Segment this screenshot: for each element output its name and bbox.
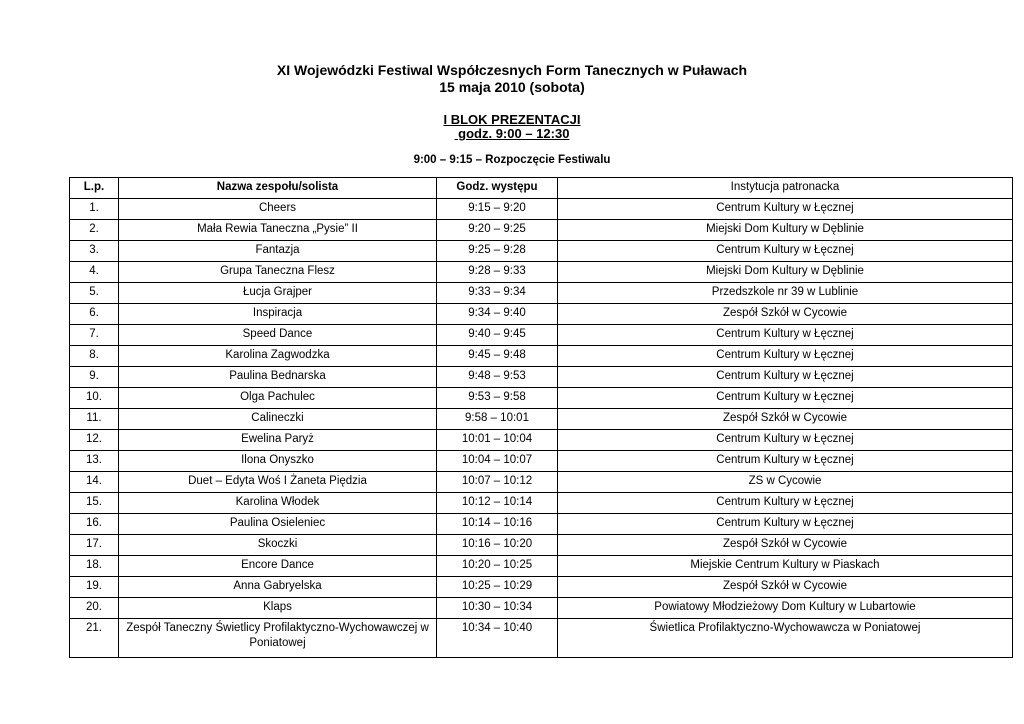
cell-institution: Zespół Szkół w Cycowie — [558, 409, 1013, 430]
cell-time: 10:20 – 10:25 — [437, 556, 558, 577]
cell-lp: 7. — [70, 325, 119, 346]
col-header-time: Godz. występu — [437, 178, 558, 199]
table-row — [70, 304, 1013, 325]
cell-institution: Centrum Kultury w Łęcznej — [558, 430, 1013, 451]
cell-lp: 16. — [70, 514, 119, 535]
table-row — [70, 535, 1013, 556]
cell-time: 10:12 – 10:14 — [437, 493, 558, 514]
cell-lp: 1. — [70, 199, 119, 220]
cell-name: Speed Dance — [119, 325, 437, 346]
cell-time: 9:45 – 9:48 — [437, 346, 558, 367]
table-row — [70, 409, 1013, 430]
cell-lp: 9. — [70, 367, 119, 388]
cell-name: Ewelina Paryż — [119, 430, 437, 451]
table-row — [70, 283, 1013, 304]
cell-lp: 3. — [70, 241, 119, 262]
table-row — [70, 262, 1013, 283]
cell-lp: 17. — [70, 535, 119, 556]
cell-time: 10:25 – 10:29 — [437, 577, 558, 598]
cell-name: Cheers — [119, 199, 437, 220]
cell-lp: 20. — [70, 598, 119, 619]
table-row — [70, 472, 1013, 493]
cell-time: 9:40 – 9:45 — [437, 325, 558, 346]
cell-name: Inspiracja — [119, 304, 437, 325]
cell-name: Klaps — [119, 598, 437, 619]
col-header-name: Nazwa zespołu/solista — [119, 178, 437, 199]
cell-name: Calineczki — [119, 409, 437, 430]
cell-institution: Zespół Szkół w Cycowie — [558, 535, 1013, 556]
cell-name: Zespół Taneczny Świetlicy Profilaktyczno-Wychowawczej w Poniatowej — [119, 619, 437, 658]
cell-name: Łucja Grajper — [119, 283, 437, 304]
cell-name: Karolina Włodek — [119, 493, 437, 514]
cell-lp: 21. — [70, 619, 119, 658]
cell-institution: Centrum Kultury w Łęcznej — [558, 451, 1013, 472]
festival-title: XI Wojewódzki Festiwal Współczesnych Form Tanecznych w Puławach — [276, 62, 748, 78]
festival-date: 15 maja 2010 (sobota) — [439, 79, 585, 95]
table-row — [70, 199, 1013, 220]
table-row — [70, 619, 1013, 658]
table-row — [70, 430, 1013, 451]
cell-lp: 2. — [70, 220, 119, 241]
cell-name: Encore Dance — [119, 556, 437, 577]
table-row — [70, 388, 1013, 409]
cell-lp: 4. — [70, 262, 119, 283]
cell-time: 9:58 – 10:01 — [437, 409, 558, 430]
cell-institution: Powiatowy Młodzieżowy Dom Kultury w Lubartowie — [558, 598, 1013, 619]
block-time: godz. 9:00 – 12:30 — [454, 126, 570, 141]
cell-institution: Miejskie Centrum Kultury w Piaskach — [558, 556, 1013, 577]
cell-institution: Centrum Kultury w Łęcznej — [558, 514, 1013, 535]
table-row — [70, 367, 1013, 388]
cell-time: 9:48 – 9:53 — [437, 367, 558, 388]
cell-name: Ilona Onyszko — [119, 451, 437, 472]
cell-lp: 10. — [70, 388, 119, 409]
table-row — [70, 493, 1013, 514]
cell-institution: Centrum Kultury w Łęcznej — [558, 388, 1013, 409]
cell-time: 10:16 – 10:20 — [437, 535, 558, 556]
cell-lp: 12. — [70, 430, 119, 451]
cell-time: 10:04 – 10:07 — [437, 451, 558, 472]
table-row — [70, 325, 1013, 346]
cell-institution: Centrum Kultury w Łęcznej — [558, 325, 1013, 346]
cell-time: 10:07 – 10:12 — [437, 472, 558, 493]
cell-time: 9:53 – 9:58 — [437, 388, 558, 409]
cell-institution: Miejski Dom Kultury w Dęblinie — [558, 220, 1013, 241]
cell-time: 10:30 – 10:34 — [437, 598, 558, 619]
cell-institution: Centrum Kultury w Łęcznej — [558, 199, 1013, 220]
cell-lp: 18. — [70, 556, 119, 577]
cell-lp: 11. — [70, 409, 119, 430]
cell-lp: 13. — [70, 451, 119, 472]
cell-lp: 6. — [70, 304, 119, 325]
cell-lp: 5. — [70, 283, 119, 304]
table-row — [70, 577, 1013, 598]
cell-institution: Świetlica Profilaktyczno-Wychowawcza w Poniatowej — [558, 619, 1013, 658]
cell-institution: Przedszkole nr 39 w Lublinie — [558, 283, 1013, 304]
cell-institution: Miejski Dom Kultury w Dęblinie — [558, 262, 1013, 283]
cell-name: Grupa Taneczna Flesz — [119, 262, 437, 283]
cell-institution: ZS w Cycowie — [558, 472, 1013, 493]
cell-time: 9:28 – 9:33 — [437, 262, 558, 283]
cell-name: Karolina Zagwodzka — [119, 346, 437, 367]
table-row — [70, 220, 1013, 241]
table-header-row — [70, 178, 1013, 199]
table-row — [70, 556, 1013, 577]
table-row — [70, 598, 1013, 619]
cell-lp: 19. — [70, 577, 119, 598]
cell-lp: 15. — [70, 493, 119, 514]
cell-name: Mała Rewia Taneczna „Pysie” II — [119, 220, 437, 241]
cell-time: 9:33 – 9:34 — [437, 283, 558, 304]
cell-name: Anna Gabryelska — [119, 577, 437, 598]
cell-time: 9:34 – 9:40 — [437, 304, 558, 325]
cell-institution: Centrum Kultury w Łęcznej — [558, 367, 1013, 388]
cell-time: 10:01 – 10:04 — [437, 430, 558, 451]
cell-time: 10:34 – 10:40 — [437, 619, 558, 658]
table-row — [70, 346, 1013, 367]
block-title: I BLOK PREZENTACJI — [443, 112, 581, 127]
schedule-table — [69, 177, 1013, 658]
cell-name: Fantazja — [119, 241, 437, 262]
cell-name: Paulina Bednarska — [119, 367, 437, 388]
cell-time: 9:25 – 9:28 — [437, 241, 558, 262]
cell-name: Olga Pachulec — [119, 388, 437, 409]
table-row — [70, 451, 1013, 472]
cell-name: Skoczki — [119, 535, 437, 556]
cell-institution: Centrum Kultury w Łęcznej — [558, 241, 1013, 262]
cell-time: 10:14 – 10:16 — [437, 514, 558, 535]
cell-name: Paulina Osieleniec — [119, 514, 437, 535]
cell-lp: 14. — [70, 472, 119, 493]
schedule-rows — [70, 199, 1013, 658]
cell-institution: Zespół Szkół w Cycowie — [558, 577, 1013, 598]
opening-line: 9:00 – 9:15 – Rozpoczęcie Festiwalu — [413, 154, 611, 166]
cell-name: Duet – Edyta Woś I Żaneta Piędzia — [119, 472, 437, 493]
table-row — [70, 241, 1013, 262]
cell-institution: Centrum Kultury w Łęcznej — [558, 493, 1013, 514]
col-header-institution: Instytucja patronacka — [558, 178, 1013, 199]
cell-time: 9:15 – 9:20 — [437, 199, 558, 220]
table-row — [70, 514, 1013, 535]
cell-institution: Zespół Szkół w Cycowie — [558, 304, 1013, 325]
cell-time: 9:20 – 9:25 — [437, 220, 558, 241]
col-header-lp: L.p. — [70, 178, 119, 199]
cell-institution: Centrum Kultury w Łęcznej — [558, 346, 1013, 367]
cell-lp: 8. — [70, 346, 119, 367]
